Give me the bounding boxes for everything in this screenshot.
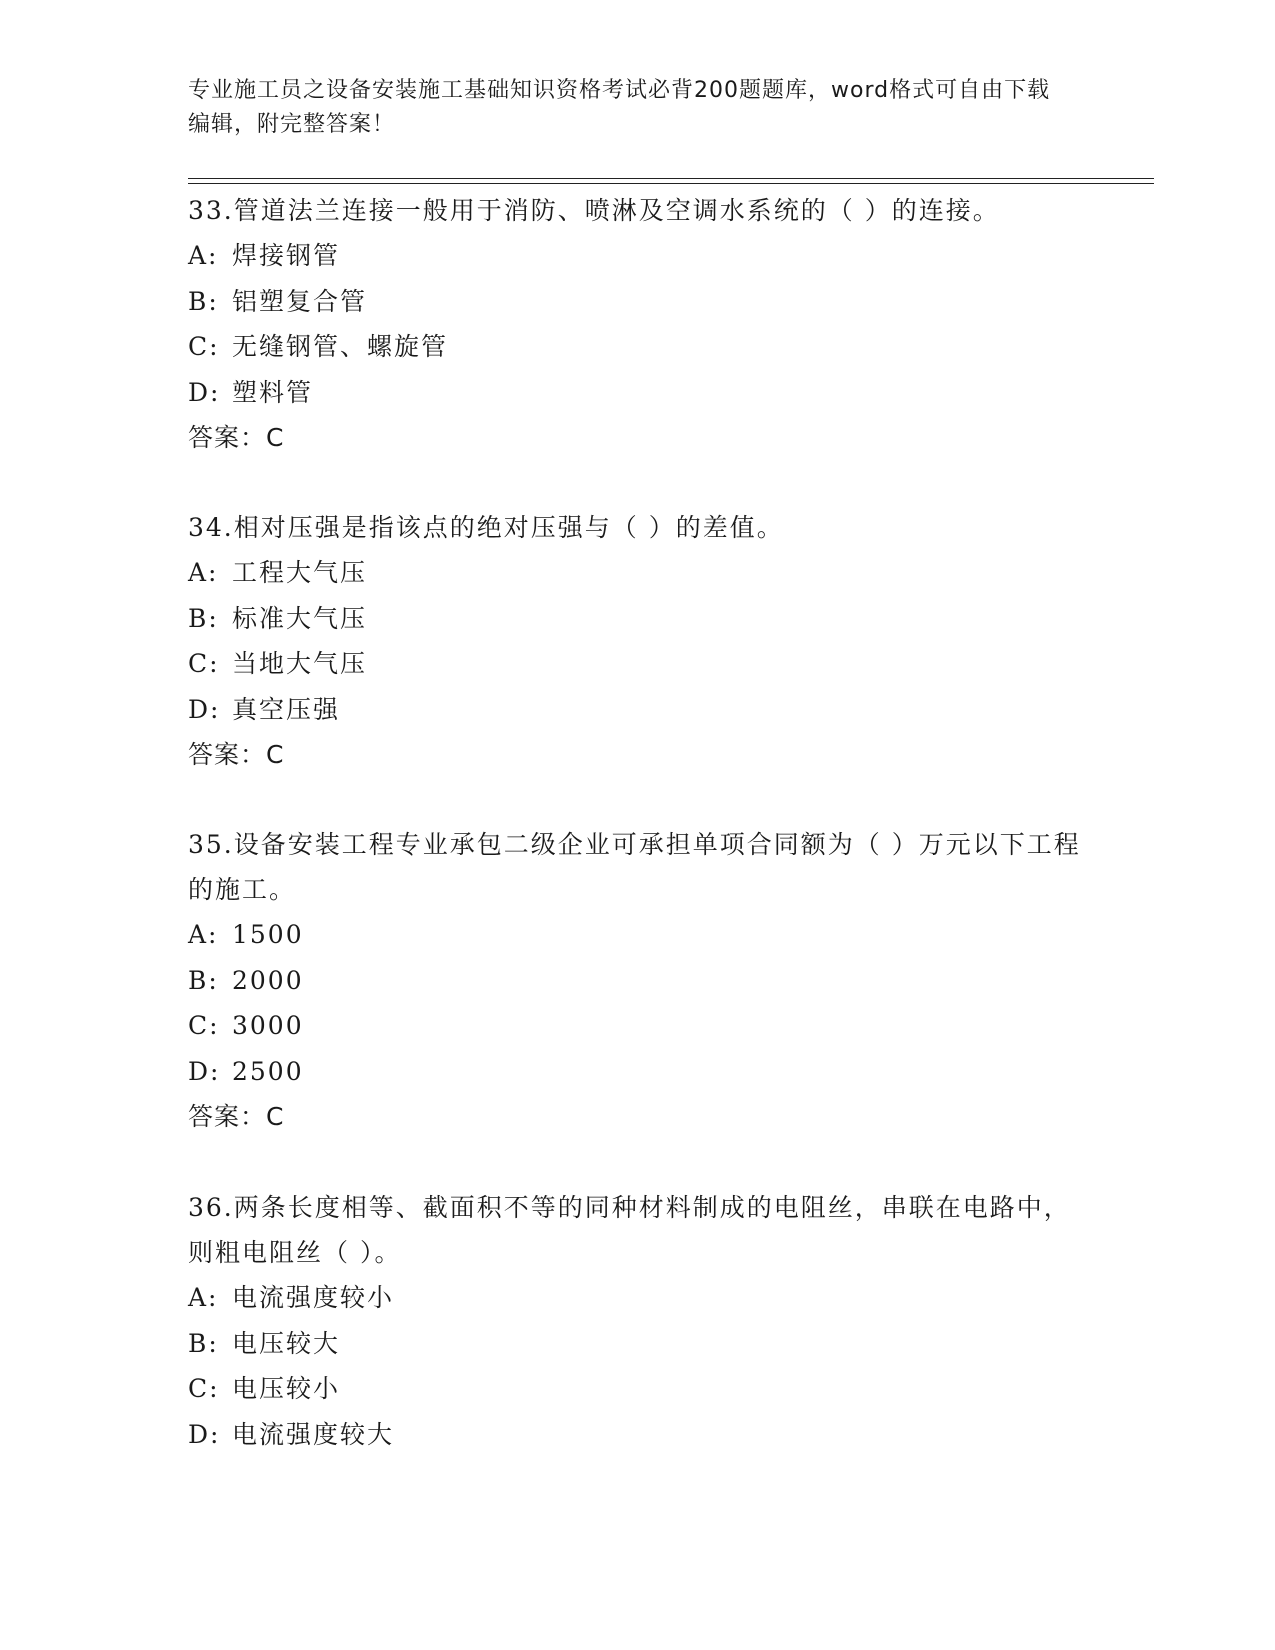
option-text: 电压较大 (232, 1328, 341, 1358)
option-text: 1500 (232, 920, 304, 949)
option-label: D: (188, 694, 221, 724)
option-a (188, 233, 1088, 279)
option-text: 电流强度较小 (232, 1283, 395, 1312)
option-label: A: (188, 241, 219, 270)
option-label: C: (188, 332, 220, 361)
option-text: 真空压强 (232, 694, 341, 724)
option-d (188, 687, 1088, 733)
question-stem: 35.设备安装工程专业承包二级企业可承担单项合同额为（ ）万元以下工程的施工。 (188, 830, 1081, 904)
answer: 答案：C (188, 1102, 285, 1131)
option-b (188, 958, 1088, 1004)
option-c (188, 1003, 1088, 1049)
option-label: B: (188, 603, 219, 633)
option-text: 2000 (232, 965, 304, 995)
document-intro: 专业施工员之设备安装施工基础知识资格考试必背200题题库，word格式可自由下载编辑，附完整答案！ (188, 78, 1051, 137)
question-stem: 34.相对压强是指该点的绝对压强与（ ）的差值。 (188, 513, 784, 542)
option-b (188, 279, 1088, 325)
option-d (188, 1049, 1088, 1095)
option-label: C: (188, 1011, 220, 1040)
option-d (188, 370, 1088, 416)
option-c (188, 1366, 1088, 1412)
option-a (188, 1275, 1088, 1321)
question-stem: 36.两条长度相等、截面积不等的同种材料制成的电阻丝，串联在电路中，则粗电阻丝（ ）。 (188, 1193, 1071, 1267)
option-label: D: (188, 1419, 221, 1449)
option-a (188, 550, 1088, 596)
option-a (188, 912, 1088, 958)
option-text: 电流强度较大 (232, 1419, 395, 1449)
option-text: 铝塑复合管 (232, 286, 368, 316)
option-d (188, 1412, 1088, 1458)
option-text: 塑料管 (232, 377, 314, 407)
question-stem: 33.管道法兰连接一般用于消防、喷淋及空调水系统的（ ）的连接。 (188, 196, 1000, 225)
option-label: C: (188, 1374, 220, 1403)
question-36 (188, 1185, 1088, 1457)
option-text: 无缝钢管、螺旋管 (232, 332, 449, 361)
option-b (188, 1321, 1088, 1367)
option-label: D: (188, 377, 221, 407)
header-divider-top (188, 178, 1154, 179)
option-label: C: (188, 649, 220, 678)
option-text: 当地大气压 (232, 649, 368, 678)
option-text: 2500 (232, 1056, 304, 1086)
answer: 答案：C (188, 740, 285, 769)
option-label: A: (188, 558, 219, 587)
option-b (188, 596, 1088, 642)
option-label: B: (188, 1328, 219, 1358)
option-label: B: (188, 965, 219, 995)
option-text: 工程大气压 (232, 558, 368, 587)
option-text: 3000 (232, 1011, 304, 1040)
option-label: A: (188, 920, 219, 949)
question-35 (188, 822, 1088, 1139)
option-c (188, 324, 1088, 370)
option-c (188, 641, 1088, 687)
option-label: D: (188, 1056, 221, 1086)
option-label: A: (188, 1283, 219, 1312)
question-33 (188, 188, 1088, 460)
option-text: 标准大气压 (232, 603, 368, 633)
header-divider-bottom (188, 183, 1154, 184)
option-text: 电压较小 (232, 1374, 341, 1403)
option-label: B: (188, 286, 219, 316)
answer: 答案：C (188, 423, 285, 452)
question-34 (188, 505, 1088, 777)
option-text: 焊接钢管 (232, 241, 341, 270)
